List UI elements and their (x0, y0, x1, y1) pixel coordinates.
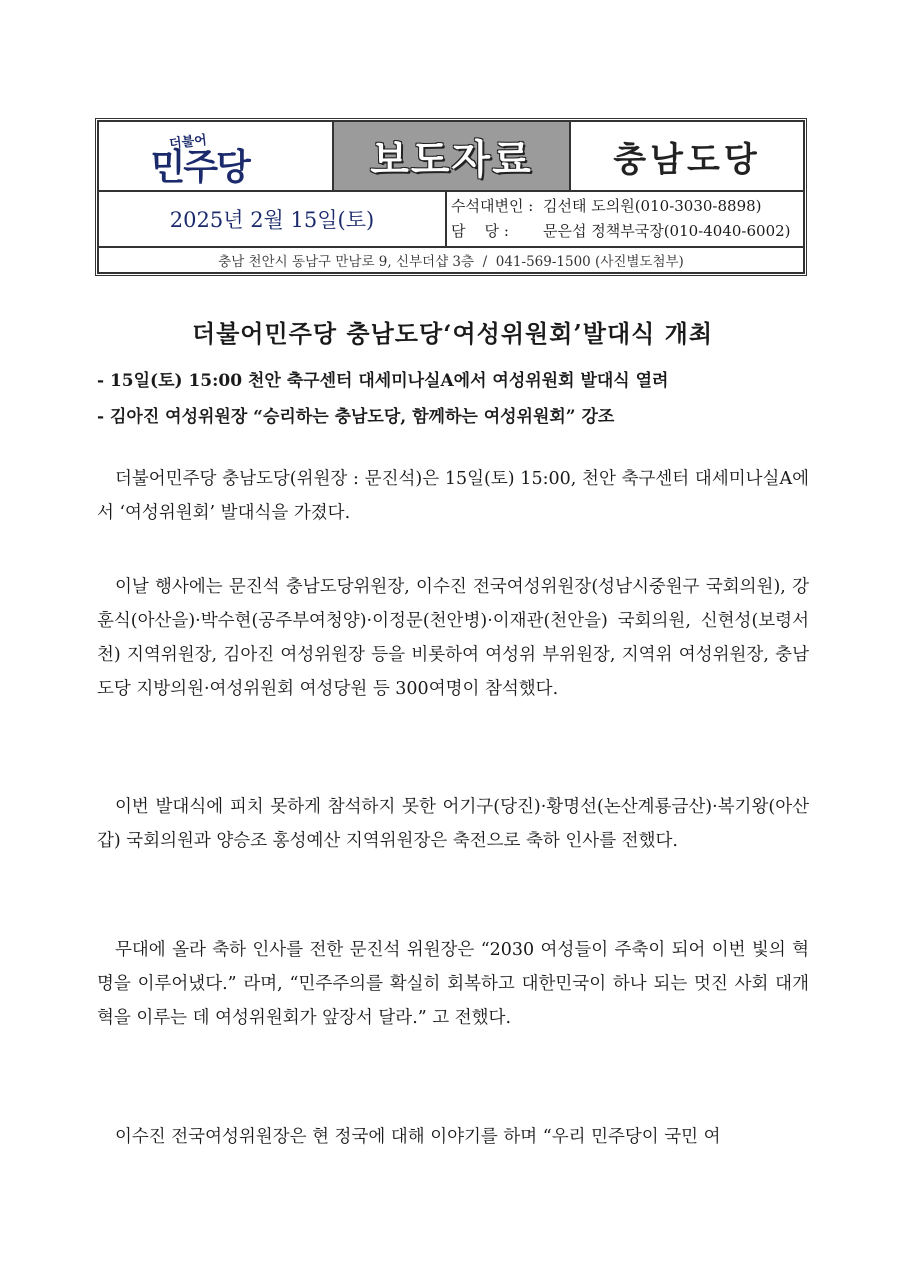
press-header-table (95, 118, 807, 276)
contact-label: 담 당 : (451, 222, 509, 240)
article-title: 더불어민주당 충남도당‘여성위원회’발대식 개최 (191, 319, 714, 348)
contact-info (446, 191, 804, 247)
address-text: 충남 천안시 동남구 만남로 9, 신부더샵 3층 / 041-569-1500 (사진별도첨부) (218, 254, 684, 270)
body-paragraph (97, 462, 809, 530)
body-paragraph (97, 1120, 809, 1154)
release-date: 2025년 2월 15일(토) (169, 208, 375, 232)
body-paragraph (97, 933, 809, 1035)
party-office-name: 충남도당 (613, 139, 761, 180)
body-paragraph (97, 790, 809, 858)
paragraph-text: 이수진 전국여성위원장은 현 정국에 대해 이야기를 하며 “우리 민주당이 국민 여 (115, 1127, 721, 1147)
party-office-cell (570, 121, 804, 191)
logo-small-text: 더불어 (168, 133, 208, 152)
contact-row (451, 194, 803, 219)
paragraph-text: 무대에 올라 축하 인사를 전한 문진석 위원장은 “2030 여성들이 주축이 되어 이번 빛의 혁명을 이루어냈다.” 라며, “민주주의를 확실히 회복하고 대한민국이 하나 되는 멋진 사회 대개혁을 이루는 데 여성위원회가 앞장서 달라.” 고 전했다. (97, 940, 809, 1028)
contact-value: 문은섭 정책부국장(010-4040-6002) (543, 222, 791, 240)
subtitle-2: - 김아진 여성위원장 “승리하는 충남도당, 함께하는 여성위원회” 강조 (97, 407, 615, 427)
body-paragraph (97, 570, 809, 706)
party-logo (98, 121, 333, 191)
subtitle-1: - 15일(토) 15:00 천안 축구센터 대세미나실A에서 여성위원회 발대식 열려 (97, 371, 669, 391)
paragraph-text: 이번 발대식에 피치 못하게 참석하지 못한 어기구(당진)·황명선(논산계룡금산)·복기왕(아산갑) 국회의원과 양승조 홍성예산 지역위원장은 축전으로 축하 인사를 전했다. (97, 797, 809, 851)
paragraph-text: 더불어민주당 충남도당(위원장 : 문진석)은 15일(토) 15:00, 천안 축구센터 대세미나실A에서 ‘여성위원회’ 발대식을 가졌다. (97, 469, 809, 523)
press-release-label-cell (333, 121, 570, 191)
date-cell (98, 191, 446, 247)
contact-row (451, 219, 803, 244)
paragraph-text: 이날 행사에는 문진석 충남도당위원장, 이수진 전국여성위원장(성남시중원구 국회의원), 강훈식(아산을)·박수현(공주부여청양)·이정문(천안병)·이재관(천안을) 국회의원, 신현성(보령서천) 지역위원장, 김아진 여성위원장 등을 비롯하여 여성위 부위원장, 지역위 여성위원장, 충남도당 지방의원·여성위원회 여성당원 등 300여명이 참석했다. (97, 577, 809, 699)
contact-label: 수석대변인 : (451, 197, 534, 215)
contact-value: 김선태 도의원(010-3030-8898) (543, 197, 762, 215)
address-line (98, 247, 804, 273)
logo-main-text: 민주당 (150, 147, 249, 188)
press-release-label: 보도자료 (370, 136, 533, 183)
